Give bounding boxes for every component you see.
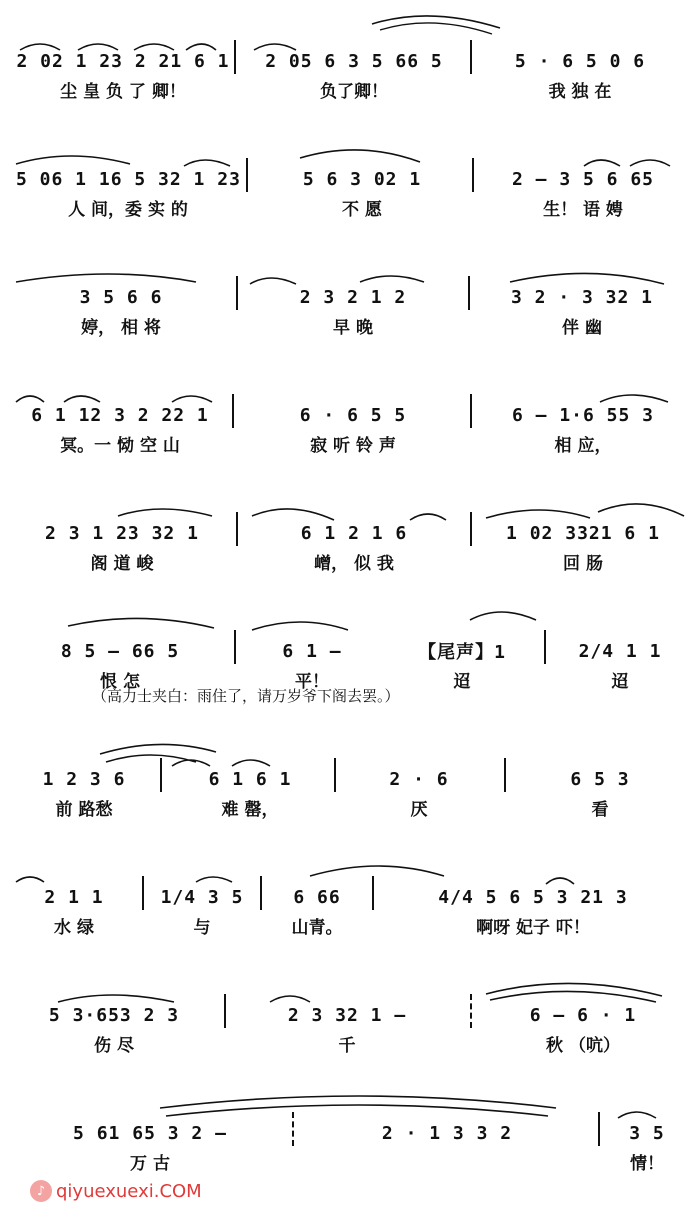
score-system-1 xyxy=(0,0,700,112)
barline xyxy=(470,394,472,428)
watermark-text: qiyuexuexi.COM xyxy=(56,1180,202,1202)
lyric-line: 不 愿 xyxy=(342,199,382,220)
measure: 6 66 xyxy=(293,886,341,908)
lyric-line: 前 路愁 xyxy=(55,799,113,820)
site-watermark xyxy=(30,1176,202,1206)
measure: 6 1 2 1 6 xyxy=(300,522,408,544)
measure: 8 5 – 66 5 xyxy=(60,640,180,662)
barline xyxy=(598,1112,600,1146)
measure: 6 · 6 5 5 xyxy=(299,404,407,426)
lyric-line: 伤 尽 xyxy=(94,1035,134,1056)
measure: 【尾声】1 xyxy=(418,642,506,663)
measure: 2 3 1 23 32 1 xyxy=(45,522,199,544)
measure: 5 3·653 2 3 xyxy=(48,1004,180,1026)
score-system-7 xyxy=(0,718,700,830)
measure: 6 1 6 1 xyxy=(208,768,292,790)
lyric-line: 嶒， 似 我 xyxy=(314,553,394,574)
score-system-10 xyxy=(0,1072,700,1184)
lyric-line: 秋 （吭） xyxy=(546,1035,620,1056)
measure: 2 3 32 1 – xyxy=(287,1004,407,1026)
lyric-line: 婷， 相 将 xyxy=(81,317,161,338)
lyric-line: 人 间，委 实 的 xyxy=(68,199,188,220)
measure: 2 · 1 3 3 2 xyxy=(381,1122,513,1144)
lyric-line: 寂 听 铃 声 xyxy=(310,435,396,456)
spoken-aside-text: （高力士夹白：雨住了，请万岁爷下阁去罢。） xyxy=(92,686,400,705)
lyric-line: 迢 xyxy=(453,671,471,692)
barline xyxy=(236,276,238,310)
measure: 2/4 1 1 xyxy=(578,640,662,662)
measure: 5 · 6 5 0 6 xyxy=(514,50,646,72)
barline xyxy=(234,40,236,74)
measure: 1/4 3 5 xyxy=(160,886,244,908)
measure: 6 5 3 xyxy=(570,768,630,790)
barline xyxy=(504,758,506,792)
measure: 5 6 3 02 1 xyxy=(302,168,422,190)
lyric-line: 阁 道 峻 xyxy=(90,553,154,574)
barline xyxy=(334,758,336,792)
lyric-line: 回 肠 xyxy=(563,553,603,574)
lyric-line: 生！ 语 娉 xyxy=(543,199,623,220)
lyric-line: 早 晚 xyxy=(333,317,373,338)
lyric-line: 情！ xyxy=(630,1153,664,1174)
barline-dashed xyxy=(292,1112,294,1146)
measure: 1 02 3321 6 1 xyxy=(506,522,660,544)
lyric-line: 恨 怎 xyxy=(100,671,140,692)
lyric-line: 平！ xyxy=(295,671,329,692)
barline xyxy=(260,876,262,910)
lyric-line xyxy=(302,1146,592,1176)
measure: 6 1 12 3 2 22 1 xyxy=(31,404,209,426)
score-system-3 xyxy=(0,236,700,348)
barline xyxy=(234,630,236,664)
measure: 6 – 1·6 55 3 xyxy=(511,404,655,426)
lyric-line: 万 古 xyxy=(130,1153,170,1174)
lyric-line: 迢 xyxy=(611,671,629,692)
lyric-line: 山青。 xyxy=(291,917,343,938)
lyric-line: 难 罄， xyxy=(221,799,279,820)
lyric-line: 冥。一 恸 空 山 xyxy=(60,435,180,456)
barline xyxy=(236,512,238,546)
score-system-8 xyxy=(0,836,700,948)
lyric-line: 看 xyxy=(591,799,609,820)
measure: 2 · 6 xyxy=(389,768,449,790)
lyric-line: 啊呀 妃子 吓！ xyxy=(476,917,590,938)
measure: 6 – 6 · 1 xyxy=(529,1004,637,1026)
lyric-line: 尘 皇 负 了 卿！ xyxy=(60,81,186,102)
lyric-line: 水 绿 xyxy=(54,917,94,938)
measure: 3 5 6 6 xyxy=(79,286,163,308)
barline xyxy=(372,876,374,910)
barline xyxy=(470,512,472,546)
measure: 4/4 5 6 5 3 21 3 xyxy=(438,886,628,908)
barline xyxy=(224,994,226,1028)
score-system-5 xyxy=(0,472,700,584)
barline xyxy=(544,630,546,664)
lyric-line: 与 xyxy=(193,917,211,938)
barline-dashed xyxy=(470,994,472,1028)
barline xyxy=(142,876,144,910)
barline xyxy=(472,158,474,192)
measure: 3 2 · 3 32 1 xyxy=(510,286,654,308)
score-system-4 xyxy=(0,354,700,466)
measure: 6 1 – xyxy=(282,640,342,662)
lyric-line: 千 xyxy=(338,1035,356,1056)
barline xyxy=(246,158,248,192)
measure: 3 5 xyxy=(629,1122,665,1144)
measure: 2 02 1 23 2 21 6 1 xyxy=(16,50,230,72)
lyric-line: 相 应， xyxy=(554,435,612,456)
score-system-2 xyxy=(0,118,700,230)
measure: 2 1 1 xyxy=(44,886,104,908)
measure: 2 05 6 3 5 66 5 xyxy=(265,50,443,72)
score-system-9 xyxy=(0,954,700,1066)
barline xyxy=(232,394,234,428)
measure: 2 – 3 5 6 65 xyxy=(511,168,655,190)
lyric-line: 我 独 在 xyxy=(548,81,612,102)
lyric-line: 负了卿！ xyxy=(320,81,388,102)
barline xyxy=(160,758,162,792)
measure: 5 06 1 16 5 32 1 23 xyxy=(16,168,241,190)
lyric-line: 伴 幽 xyxy=(562,317,602,338)
measure: 2 3 2 1 2 xyxy=(299,286,407,308)
music-note-icon: ♪ xyxy=(30,1180,52,1202)
measure: 5 61 65 3 2 – xyxy=(73,1122,227,1144)
barline xyxy=(470,40,472,74)
lyric-line: 厌 xyxy=(410,799,428,820)
barline xyxy=(468,276,470,310)
measure: 1 2 3 6 xyxy=(42,768,126,790)
